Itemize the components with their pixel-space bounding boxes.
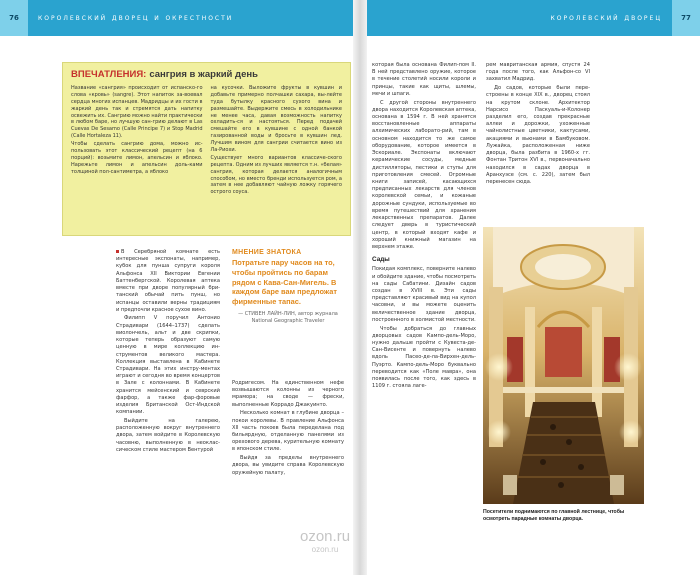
right-text-column-2 [486, 62, 590, 188]
impressions-topic: сангрия в жаркий день [149, 69, 258, 80]
body-paragraph: Родригесом. На единственном нефе возвышаются колонны из черного мрамора; на своде — фрески, выполненные Коррадо Джакуинто. [232, 380, 344, 408]
left-text-column-2 [232, 380, 344, 478]
body-paragraph: рем мавританская армия, спустя 24 года после того, как Альфон-со VI захватил Мадрид. [486, 62, 590, 83]
body-paragraph: До садов, которые были пере-строены в конце XIX в., дворец стоял на крутом склоне. Архитектор Нарсисо Паскуаль-и-Колонер разделил его, создав прекрасные аллеи и дорожки, ухоженные чайнолистные цветники, кактусами, акациями и вьюнами в Бамбуковом. Лужайка, расположенная ниже дворца, была разбита в 1960-х гг. Фонтан Тритон XVI в., первоначально находился в садах дворца в Аранхуэсе (см. с. 220), затем был перенесен сюда. [486, 85, 590, 185]
right-page-header [364, 0, 700, 36]
book-gutter [353, 0, 367, 575]
gardens-heading: Сады [372, 256, 390, 264]
body-paragraph: которая была основана Филип-пом II. В ней представлено оружие, которое в течение столетий носили короли и принцы, такие как щиты, шлемы, мечи и шпаги. [372, 62, 476, 97]
body-paragraph: Филипп V поручил Антонио Страдивари (1644–1737) сделать виолончель, альт и две скрипки, которые теперь образуют самую ценную в мире коллекцию ин-струментов великого мастера. Коллекция выставлена в Кабинете Страдивари. На этих инстру-ментах играют и сегодня во время концертов в Зале с колоннами. В Кабинете хранится мейсенский и севрский фарфор, а также фар-форовые изделия Британской Ост-Индской компании. [116, 315, 220, 416]
body-paragraph: Чтобы добраться до главных дворцовых садов Кампо-дель-Моро, нужно дальше пройти с Кувеста-де-Сан-Висенте и повернуть налево вдоль Пасео-де-ла-Вирхен-дель-Пуэрто. Кампо-дель-Моро буквально переводится как «Поле мавра», она появилась после того, как здесь в 1109 г. стояла лаге- [372, 325, 476, 390]
impressions-paragraph: на кусочки. Выложите фрукты в кувшин и добавьте примерно полчашки сахара, вы-лейте туда бутылку красного сухого вина и размешайте. Выдержите смесь в холодильнике не менее часа, давая возможность напитку охладить-ся и настояться. Перед подачей смешайте его в кувшине с одной банкой газированной воды и бросьте в кувшин лед. Лучшим вином для сангрии считается вино из Ла-Риохи. [210, 85, 342, 154]
impressions-lead: ВПЕЧАТЛЕНИЯ: [71, 69, 147, 80]
impressions-paragraph: Название «сангрия» происходит от испанско-го слова «кровь» (sangre). Этот напиток за-воевал сердца многих испанцев. Мадридцы и их гости в жаркий день так и стремятся дать напитку освежить их. Сангрию можно найти практически в любом баре, но лучшую сан-грию делают в Las Cuevas De Sesamo (Calle Principe 7) и Stop Madrid (Calle Hortaleza 11). [71, 85, 203, 140]
staircase-illustration [483, 227, 644, 504]
watermark-sub: ozon.ru [311, 545, 339, 554]
expert-quote: Потратьте пару часов на то, чтобы пройтись по барам рядом с Кава-Сан-Мигель. В каждом баре вам предложат фирменные тапас. [232, 258, 337, 307]
palace-staircase-photo [483, 227, 644, 504]
photo-caption: Посетители поднимаются по главной лестнице, чтобы осмотреть парадные комнаты дворца. [483, 509, 625, 523]
right-page-title: королевский дворец [550, 13, 662, 23]
body-paragraph: Несколько комнат в глубине дворца – покои королевы. В правление Альфонса XII часть покоев была переделана под бильярдную, отделанную панелями из орехового дерева, курительную комнату в японском стиле. [232, 410, 344, 453]
watermark-main: ozon.ru [300, 528, 351, 545]
expert-heading: МНЕНИЕ ЗНАТОКА [232, 249, 302, 256]
left-page-number: 76 [0, 0, 28, 36]
right-text-column-1 [372, 62, 476, 392]
watermark [300, 528, 350, 554]
expert-opinion [232, 249, 344, 324]
body-paragraph: Выйдите на галерею, расположенную вокруг внутреннего двора, затем войдите в Королевскую часовню, выполненную в неоклас-сическом стиле мастером Вентурой [116, 418, 220, 453]
expert-author: — СТИВЕН ЛАЙН-ЛИН, автор журнала National Geographic Traveler [238, 310, 338, 324]
bullet-icon [116, 250, 119, 253]
impressions-column-2 [211, 85, 343, 197]
impressions-heading [71, 69, 342, 80]
right-page-number: 77 [672, 0, 700, 36]
left-page-header [0, 0, 356, 36]
left-page-title: королевский дворец и окрестности [38, 13, 234, 23]
impressions-column-1 [71, 85, 203, 197]
left-text-column-1 [116, 249, 220, 456]
body-paragraph: Выйдя за пределы внутреннего двора, вы увидите справа Королевскую оружейную палату, [232, 455, 344, 476]
impressions-paragraph: Чтобы сделать сангрию дома, можно ис-пользовать этот классический рецепт (на 6 порций): возьмите лимон, апельсин и яблоко. Нарежьте лимон и апельсин доль-ками толщиной пол-сантиметра, а яблоко [71, 141, 203, 175]
body-paragraph: С другой стороны внутреннего двора находится Королевская аптека, основана в 1594 г. В ней хранятся восстановленные аппараты алхимических лаборато-рий, там в основном находится то же самое оборудование, которое имеется в Эскориале. Экспонаты включают керамические сосуды, медные дистилляторы, пестики и ступы для приготовления смесей. Огромные книги записей, касающихся предписанных лекарств для членов королевской семьи, и кожаные дорожные сундуки, используемые во время путешествий для хранения лекарственных препаратов. Далее следует дверь в туристический центр, в который входят кафе и хороший книжный магазин на верхнем этаже. [372, 99, 477, 250]
body-paragraph: В Серебряной комнате есть интересные экспонаты, например, кубок для пунша супруги короля Альфонса XII Виктории Евгении Баттенбергской. Королевая аптека вместе при дворе популярный бри-танский обычай пить пунш, но испанцы оставили верны традициям и предпочли красное сухое вино. [116, 249, 220, 313]
impressions-paragraph: Существует много вариантов классиче-ского рецепта. Одним из лучших является т.н. «белая» сангрия, которая делается аналогичным способом, но вместо бренди используется ром, а затем в нее добавляют чайную ложку горячего острого соуса. [210, 154, 342, 196]
impressions-box [62, 62, 351, 236]
body-paragraph: Покидая комплекс, поверните налево и обойдите здание, чтобы посмотреть на сады Сабатини. Дизайн садов создан в XVIII в. Эти сады представляют красивый вид на купол часовни, и вы можете оценить величественное здание дворца, построенного в холмистой местности. [372, 266, 476, 323]
